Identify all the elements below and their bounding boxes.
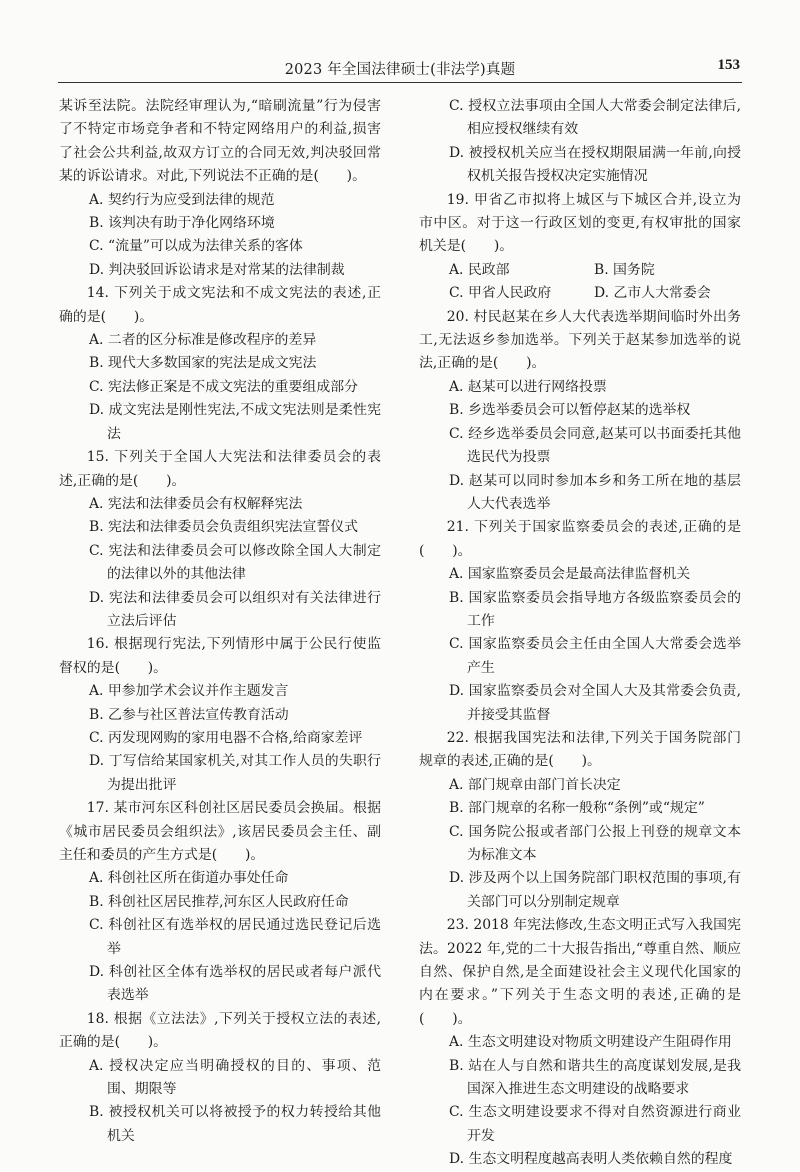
right-column <box>419 95 741 1172</box>
q19-option-a: A. 民政部 <box>449 261 510 278</box>
q14-option-a: A. 二者的区分标准是修改程序的差异 <box>89 332 317 349</box>
q13-option-a: A. 契约行为应受到法律的规范 <box>89 191 275 208</box>
q21-option-a: A. 国家监察委员会是最高法律监督机关 <box>449 566 691 583</box>
question-15-stem: 15. 下列关于全国人大宪法和法律委员会的表述,正确的是( )。 <box>59 449 381 489</box>
q14-option-b: B. 现代大多数国家的宪法是成文宪法 <box>89 355 317 372</box>
q17-option-d: D. 科创社区全体有选举权的居民或者每户派代表选举 <box>89 964 381 1004</box>
q14-option-c: C. 宪法修正案是不成文宪法的重要组成部分 <box>89 378 358 395</box>
question-17-stem: 17. 某市河东区科创社区居民委员会换届。根据《城市居民委员会组织法》,该居民委员会主任、副主任和委员的产生方式是( )。 <box>59 800 381 863</box>
q21-option-b: B. 国家监察委员会指导地方各级监察委员会的工作 <box>449 589 741 629</box>
q23-option-a: A. 生态文明建设对物质文明建设产生阻碍作用 <box>449 1034 732 1051</box>
q16-option-c: C. 丙发现网购的家用电器不合格,给商家差评 <box>89 729 363 746</box>
q22-option-a: A. 部门规章由部门首长决定 <box>449 776 621 793</box>
q15-option-a: A. 宪法和法律委员会有权解释宪法 <box>89 495 303 512</box>
page-number: 153 <box>717 57 740 73</box>
q17-option-a: A. 科创社区所在街道办事处任命 <box>89 870 289 887</box>
question-16-stem: 16. 根据现行宪法,下列情形中属于公民行使监督权的是( )。 <box>59 636 381 676</box>
q16-option-d: D. 丁写信给某国家机关,对其工作人员的失职行为提出批评 <box>89 753 381 793</box>
q21-option-d: D. 国家监察委员会对全国人大及其常委会负责,并接受其监督 <box>449 683 741 723</box>
question-14-stem: 14. 下列关于成文宪法和不成文宪法的表述,正确的是( )。 <box>59 285 381 325</box>
question-18-stem: 18. 根据《立法法》,下列关于授权立法的表述,正确的是( )。 <box>59 1010 381 1051</box>
q22-option-b: B. 部门规章的名称一般称“条例”或“规定” <box>449 800 705 817</box>
q19-options-row-1 <box>419 259 741 282</box>
q22-option-c: C. 国务院公报或者部门公报上刊登的规章文本为标准文本 <box>449 823 741 863</box>
q18-option-a: A. 授权决定应当明确授权的目的、事项、范围、期限等 <box>89 1057 381 1098</box>
q13-option-c: C. “流量”可以成为法律关系的客体 <box>89 238 303 255</box>
q19-option-c: C. 甲省人民政府 <box>449 285 552 302</box>
page-header <box>58 56 742 83</box>
q20-option-a: A. 赵某可以进行网络投票 <box>449 378 607 395</box>
q18-option-b: B. 被授权机关可以将被授予的权力转授给其他机关 <box>89 1104 381 1144</box>
q18-option-c: C. 授权立法事项由全国人大常委会制定法律后,相应授权继续有效 <box>449 98 741 138</box>
q15-option-c: C. 宪法和法律委员会可以修改除全国人大制定的法律以外的其他法律 <box>89 542 381 583</box>
question-22-stem: 22. 根据我国宪法和法律,下列关于国务院部门规章的表述,正确的是( )。 <box>419 729 741 770</box>
q16-option-b: B. 乙参与社区普法宣传教育活动 <box>89 706 289 723</box>
q19-option-b: B. 国务院 <box>594 261 655 278</box>
q21-option-c: C. 国家监察委员会主任由全国人大常委会选举产生 <box>449 636 741 676</box>
left-column <box>59 95 381 1148</box>
q20-option-b: B. 乡选举委员会可以暂停赵某的选举权 <box>449 402 691 419</box>
q17-option-b: B. 科创社区居民推荐,河东区人民政府任命 <box>89 893 349 910</box>
question-20-stem: 20. 村民赵某在乡人大代表选举期间临时外出务工,无法返乡参加选举。下列关于赵某参加选举的说法,正确的是( )。 <box>419 308 741 372</box>
q23-option-b: B. 站在人与自然和谐共生的高度谋划发展,是我国深入推进生态文明建设的战略要求 <box>449 1057 741 1098</box>
q18-option-d: D. 被授权机关应当在授权期限届满一年前,向授权机关报告授权决定实施情况 <box>449 144 741 185</box>
question-21-stem: 21. 下列关于国家监察委员会的表述,正确的是( )。 <box>419 519 741 559</box>
q15-option-d: D. 宪法和法律委员会可以组织对有关法律进行立法后评估 <box>89 589 381 629</box>
q13-option-b: B. 该判决有助于净化网络环境 <box>89 215 275 232</box>
q14-option-d: D. 成文宪法是刚性宪法,不成文宪法则是柔性宪法 <box>89 402 381 442</box>
question-13-continued: 某诉至法院。法院经审理认为,“暗刷流量”行为侵害了不特定市场竞争者和不特定网络用户的利益,损害了社会公共利益,故双方订立的合同无效,判决驳回常某的诉讼请求。对此,下列说法不正确的是( )。 <box>59 98 381 185</box>
q13-option-d: D. 判决驳回诉讼请求是对常某的法律制裁 <box>89 261 345 278</box>
q23-option-c: C. 生态文明建设要求不得对自然资源进行商业开发 <box>449 1104 741 1144</box>
q16-option-a: A. 甲参加学术会议并作主题发言 <box>89 683 289 700</box>
q15-option-b: B. 宪法和法律委员会负责组织宪法宣誓仪式 <box>89 519 359 536</box>
q17-option-c: C. 科创社区有选举权的居民通过选民登记后选举 <box>89 917 381 957</box>
q20-option-d: D. 赵某可以同时参加本乡和务工所在地的基层人大代表选举 <box>449 472 741 512</box>
q20-option-c: C. 经乡选举委员会同意,赵某可以书面委托其他选民代为投票 <box>449 425 741 466</box>
q22-option-d: D. 涉及两个以上国务院部门职权范围的事项,有关部门可以分别制定规章 <box>449 870 741 910</box>
question-19-stem: 19. 甲省乙市拟将上城区与下城区合并,设立为市中区。对于这一行政区划的变更,有权审批的国家机关是( )。 <box>419 191 741 255</box>
q23-option-d: D. 生态文明程度越高表明人类依赖自然的程度 <box>449 1151 733 1168</box>
q19-option-d: D. 乙市人大常委会 <box>594 285 711 302</box>
question-23-stem: 23. 2018 年宪法修改,生态文明正式写入我国宪法。2022 年,党的二十大报告指出,“尊重自然、顺应自然、保护自然,是全面建设社会主义现代化国家的内在要求。”下列关于生态文明的表述,正确的是( )。 <box>419 917 741 1027</box>
page-title: 2023 年全国法律硕士(非法学)真题 <box>284 62 516 78</box>
q19-options-row-2 <box>419 282 741 305</box>
